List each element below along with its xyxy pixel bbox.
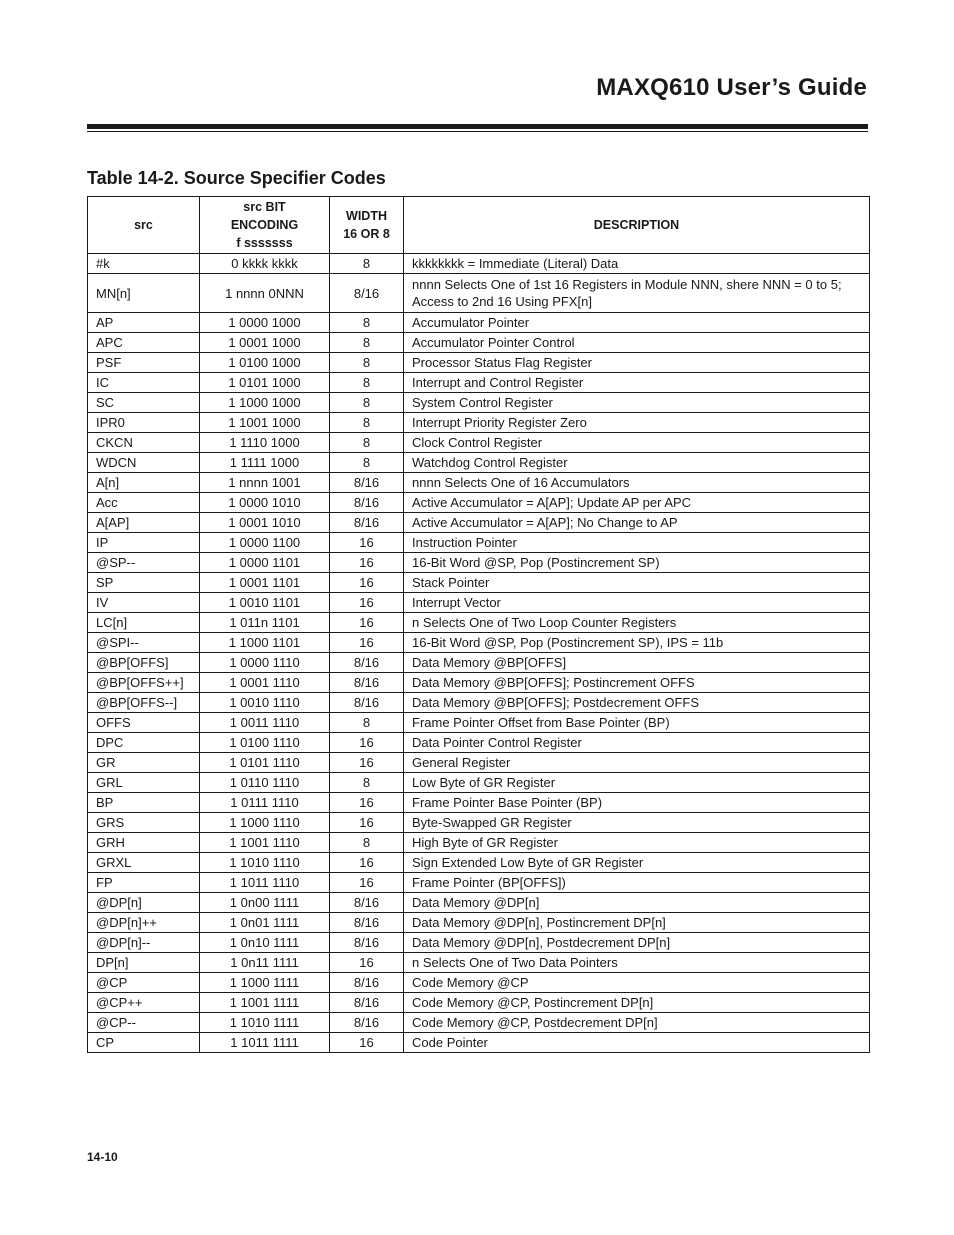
cell-encoding: 1 1011 1110 (200, 873, 330, 893)
cell-src: PSF (88, 353, 200, 373)
table-row (88, 653, 870, 673)
cell-encoding: 1 0000 1000 (200, 313, 330, 333)
table-row (88, 473, 870, 493)
cell-encoding: 1 011n 1101 (200, 613, 330, 633)
cell-description: Active Accumulator = A[AP]; No Change to AP (404, 513, 870, 533)
cell-src: IC (88, 373, 200, 393)
cell-width: 16 (330, 613, 404, 633)
cell-width: 8 (330, 833, 404, 853)
cell-encoding: 1 0001 1000 (200, 333, 330, 353)
cell-encoding: 1 0100 1000 (200, 353, 330, 373)
cell-src: GRS (88, 813, 200, 833)
cell-description: Interrupt and Control Register (404, 373, 870, 393)
cell-description: 16-Bit Word @SP, Pop (Postincrement SP) (404, 553, 870, 573)
cell-description: Data Memory @DP[n] (404, 893, 870, 913)
cell-width: 8/16 (330, 493, 404, 513)
cell-width: 8/16 (330, 673, 404, 693)
cell-width: 16 (330, 733, 404, 753)
table-row (88, 753, 870, 773)
cell-encoding: 1 0010 1101 (200, 593, 330, 613)
cell-description: Interrupt Priority Register Zero (404, 413, 870, 433)
table-row (88, 1033, 870, 1053)
cell-description: Data Memory @BP[OFFS]; Postdecrement OFFS (404, 693, 870, 713)
cell-encoding: 1 0100 1110 (200, 733, 330, 753)
cell-width: 8 (330, 373, 404, 393)
cell-description: Frame Pointer Offset from Base Pointer (BP) (404, 713, 870, 733)
cell-width: 16 (330, 1033, 404, 1053)
cell-description: nnnn Selects One of 16 Accumulators (404, 473, 870, 493)
cell-src: @CP++ (88, 993, 200, 1013)
table-row (88, 313, 870, 333)
cell-src: @SPI-- (88, 633, 200, 653)
source-specifier-table (87, 196, 870, 1053)
cell-description: Data Memory @BP[OFFS]; Postincrement OFFS (404, 673, 870, 693)
cell-description: Code Pointer (404, 1033, 870, 1053)
cell-width: 8 (330, 254, 404, 274)
cell-description: Data Memory @DP[n], Postincrement DP[n] (404, 913, 870, 933)
table-row (88, 913, 870, 933)
cell-encoding: 1 nnnn 1001 (200, 473, 330, 493)
cell-description: Watchdog Control Register (404, 453, 870, 473)
table-body (88, 254, 870, 1053)
cell-src: SP (88, 573, 200, 593)
header-rule-thick (87, 124, 868, 129)
cell-width: 8/16 (330, 473, 404, 493)
cell-encoding: 1 1001 1111 (200, 993, 330, 1013)
cell-width: 8/16 (330, 993, 404, 1013)
cell-encoding: 1 1111 1000 (200, 453, 330, 473)
cell-width: 16 (330, 853, 404, 873)
table-row (88, 793, 870, 813)
cell-encoding: 1 0101 1000 (200, 373, 330, 393)
cell-description: nnnn Selects One of 1st 16 Registers in Module NNN, shere NNN = 0 to 5; Access to 2nd 16 Using PFX[n] (404, 274, 870, 313)
cell-encoding: 1 1000 1111 (200, 973, 330, 993)
cell-src: DP[n] (88, 953, 200, 973)
cell-encoding: 1 0000 1010 (200, 493, 330, 513)
table-row (88, 613, 870, 633)
cell-encoding: 0 kkkk kkkk (200, 254, 330, 274)
cell-src: @SP-- (88, 553, 200, 573)
cell-description: 16-Bit Word @SP, Pop (Postincrement SP), IPS = 11b (404, 633, 870, 653)
table-row (88, 513, 870, 533)
cell-description: kkkkkkkk = Immediate (Literal) Data (404, 254, 870, 274)
cell-width: 8 (330, 713, 404, 733)
cell-description: Clock Control Register (404, 433, 870, 453)
table-row (88, 693, 870, 713)
cell-description: Active Accumulator = A[AP]; Update AP per APC (404, 493, 870, 513)
cell-encoding: 1 0011 1110 (200, 713, 330, 733)
table-row (88, 254, 870, 274)
cell-src: IPR0 (88, 413, 200, 433)
cell-encoding: 1 1001 1110 (200, 833, 330, 853)
cell-width: 16 (330, 793, 404, 813)
table-row (88, 873, 870, 893)
cell-width: 8 (330, 313, 404, 333)
cell-encoding: 1 0n10 1111 (200, 933, 330, 953)
cell-src: IV (88, 593, 200, 613)
cell-src: GRL (88, 773, 200, 793)
cell-src: @BP[OFFS++] (88, 673, 200, 693)
table-row (88, 593, 870, 613)
cell-width: 8 (330, 393, 404, 413)
cell-width: 16 (330, 593, 404, 613)
cell-src: @DP[n] (88, 893, 200, 913)
cell-description: Frame Pointer (BP[OFFS]) (404, 873, 870, 893)
cell-encoding: 1 0n11 1111 (200, 953, 330, 973)
cell-width: 16 (330, 953, 404, 973)
cell-src: CKCN (88, 433, 200, 453)
cell-width: 8 (330, 413, 404, 433)
cell-src: OFFS (88, 713, 200, 733)
cell-encoding: 1 0101 1110 (200, 753, 330, 773)
cell-src: BP (88, 793, 200, 813)
cell-width: 8/16 (330, 933, 404, 953)
cell-encoding: 1 1001 1000 (200, 413, 330, 433)
cell-description: Interrupt Vector (404, 593, 870, 613)
cell-encoding: 1 1000 1000 (200, 393, 330, 413)
cell-src: #k (88, 254, 200, 274)
cell-description: Frame Pointer Base Pointer (BP) (404, 793, 870, 813)
cell-description: Instruction Pointer (404, 533, 870, 553)
cell-width: 16 (330, 873, 404, 893)
cell-description: Sign Extended Low Byte of GR Register (404, 853, 870, 873)
table-row (88, 393, 870, 413)
cell-src: GR (88, 753, 200, 773)
cell-encoding: 1 0000 1100 (200, 533, 330, 553)
cell-description: Code Memory @CP, Postincrement DP[n] (404, 993, 870, 1013)
cell-description: Data Memory @BP[OFFS] (404, 653, 870, 673)
cell-src: CP (88, 1033, 200, 1053)
table-row (88, 553, 870, 573)
cell-src: AP (88, 313, 200, 333)
table-row (88, 713, 870, 733)
cell-src: @DP[n]++ (88, 913, 200, 933)
cell-width: 8 (330, 433, 404, 453)
column-header-description: DESCRIPTION (404, 197, 870, 254)
cell-src: @BP[OFFS--] (88, 693, 200, 713)
cell-width: 16 (330, 753, 404, 773)
cell-width: 8/16 (330, 913, 404, 933)
table-row (88, 533, 870, 553)
cell-src: @BP[OFFS] (88, 653, 200, 673)
cell-src: @CP-- (88, 1013, 200, 1033)
cell-encoding: 1 0010 1110 (200, 693, 330, 713)
cell-src: GRXL (88, 853, 200, 873)
cell-width: 16 (330, 813, 404, 833)
cell-src: MN[n] (88, 274, 200, 313)
cell-width: 8/16 (330, 1013, 404, 1033)
cell-encoding: 1 0001 1101 (200, 573, 330, 593)
cell-width: 8/16 (330, 693, 404, 713)
cell-encoding: 1 0n00 1111 (200, 893, 330, 913)
cell-width: 8 (330, 333, 404, 353)
table-row (88, 453, 870, 473)
cell-description: Data Pointer Control Register (404, 733, 870, 753)
column-header-src: src (88, 197, 200, 254)
table-row (88, 1013, 870, 1033)
cell-src: IP (88, 533, 200, 553)
cell-description: Byte-Swapped GR Register (404, 813, 870, 833)
table-row (88, 493, 870, 513)
cell-encoding: 1 0000 1101 (200, 553, 330, 573)
table-caption: Table 14-2. Source Specifier Codes (87, 168, 386, 188)
cell-description: Data Memory @DP[n], Postdecrement DP[n] (404, 933, 870, 953)
cell-encoding: 1 0110 1110 (200, 773, 330, 793)
cell-description: Code Memory @CP (404, 973, 870, 993)
cell-src: A[AP] (88, 513, 200, 533)
cell-src: @CP (88, 973, 200, 993)
table-row (88, 773, 870, 793)
table-row (88, 933, 870, 953)
cell-width: 8/16 (330, 893, 404, 913)
cell-width: 16 (330, 553, 404, 573)
table-row (88, 853, 870, 873)
cell-encoding: 1 1010 1110 (200, 853, 330, 873)
cell-src: GRH (88, 833, 200, 853)
cell-encoding: 1 0n01 1111 (200, 913, 330, 933)
cell-src: A[n] (88, 473, 200, 493)
cell-description: Accumulator Pointer (404, 313, 870, 333)
cell-encoding: 1 1110 1000 (200, 433, 330, 453)
cell-encoding: 1 0001 1110 (200, 673, 330, 693)
cell-encoding: 1 1000 1110 (200, 813, 330, 833)
page-number: 14-10 (87, 1150, 118, 1164)
table-row (88, 633, 870, 653)
cell-encoding: 1 1011 1111 (200, 1033, 330, 1053)
table-header-row (88, 197, 870, 254)
table-row (88, 433, 870, 453)
cell-src: WDCN (88, 453, 200, 473)
table-row (88, 993, 870, 1013)
table-row (88, 333, 870, 353)
table-row (88, 893, 870, 913)
cell-description: Accumulator Pointer Control (404, 333, 870, 353)
cell-width: 8/16 (330, 653, 404, 673)
cell-src: LC[n] (88, 613, 200, 633)
cell-encoding: 1 1010 1111 (200, 1013, 330, 1033)
table-row (88, 833, 870, 853)
cell-description: n Selects One of Two Loop Counter Registers (404, 613, 870, 633)
cell-description: n Selects One of Two Data Pointers (404, 953, 870, 973)
cell-width: 16 (330, 573, 404, 593)
table-row (88, 274, 870, 313)
table-row (88, 353, 870, 373)
cell-width: 16 (330, 533, 404, 553)
cell-width: 16 (330, 633, 404, 653)
cell-src: FP (88, 873, 200, 893)
table-row (88, 573, 870, 593)
cell-src: Acc (88, 493, 200, 513)
cell-description: Code Memory @CP, Postdecrement DP[n] (404, 1013, 870, 1033)
table-row (88, 673, 870, 693)
cell-src: SC (88, 393, 200, 413)
header-rule-thin (87, 131, 868, 132)
table-row (88, 413, 870, 433)
cell-width: 8/16 (330, 973, 404, 993)
cell-description: General Register (404, 753, 870, 773)
cell-width: 8 (330, 773, 404, 793)
cell-encoding: 1 1000 1101 (200, 633, 330, 653)
table-row (88, 373, 870, 393)
cell-encoding: 1 0001 1010 (200, 513, 330, 533)
cell-width: 8/16 (330, 513, 404, 533)
cell-encoding: 1 nnnn 0NNN (200, 274, 330, 313)
cell-src: DPC (88, 733, 200, 753)
document-title: MAXQ610 User’s Guide (596, 74, 867, 101)
column-header-width: WIDTH 16 OR 8 (330, 197, 404, 254)
cell-src: APC (88, 333, 200, 353)
column-header-encoding: src BIT ENCODING f sssssss (200, 197, 330, 254)
cell-description: System Control Register (404, 393, 870, 413)
cell-description: Stack Pointer (404, 573, 870, 593)
cell-src: @DP[n]-- (88, 933, 200, 953)
cell-width: 8 (330, 353, 404, 373)
cell-width: 8 (330, 453, 404, 473)
table-row (88, 973, 870, 993)
cell-description: Processor Status Flag Register (404, 353, 870, 373)
table-row (88, 813, 870, 833)
table-row (88, 953, 870, 973)
cell-description: High Byte of GR Register (404, 833, 870, 853)
cell-encoding: 1 0000 1110 (200, 653, 330, 673)
cell-description: Low Byte of GR Register (404, 773, 870, 793)
table-row (88, 733, 870, 753)
cell-encoding: 1 0111 1110 (200, 793, 330, 813)
cell-width: 8/16 (330, 274, 404, 313)
